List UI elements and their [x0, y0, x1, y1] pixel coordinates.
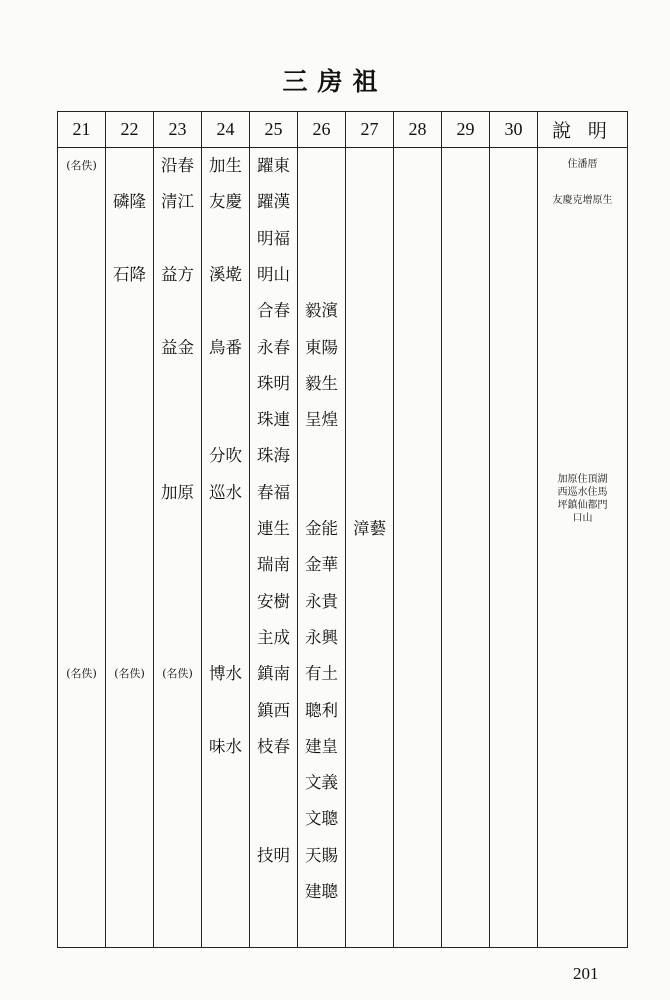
person-name: 鎮南 [257, 664, 290, 684]
person-name: 鎮西 [257, 700, 290, 720]
generation-header: 21 [58, 112, 106, 148]
person-name: 加原 [161, 482, 194, 502]
person-name: 安樹 [257, 591, 290, 611]
person-name: (名佚) [66, 667, 97, 681]
person-name: 磷隆 [113, 192, 146, 212]
generation-header: 24 [202, 112, 250, 148]
generation-header: 29 [442, 112, 490, 148]
person-name: 金能 [305, 519, 338, 538]
note-line: 口山 [572, 512, 593, 524]
generation-header: 23 [154, 112, 202, 148]
person-name: 溪墘 [209, 264, 242, 284]
person-name: 文義 [305, 773, 338, 793]
person-name: 躍東 [257, 156, 290, 175]
generation-column [58, 148, 106, 948]
generation-header: 25 [250, 112, 298, 148]
person-name: 天賜 [305, 845, 338, 865]
person-name: 主成 [257, 627, 290, 647]
generation-header: 30 [490, 112, 538, 148]
person-name: (名佚) [66, 159, 97, 172]
person-name: 漳藝 [353, 519, 386, 538]
genealogy-table [57, 111, 628, 948]
person-name: (名佚) [162, 667, 193, 681]
note-line: 友慶克增原生 [552, 195, 613, 207]
person-name: 永興 [305, 627, 338, 647]
person-name: 珠連 [257, 410, 290, 430]
generation-column [298, 148, 346, 948]
generation-column [250, 148, 298, 948]
generation-header: 27 [346, 112, 394, 148]
person-name: 毅濱 [305, 301, 338, 321]
page-title: 三房祖 [282, 67, 388, 96]
note-line: 西巡水住馬 [557, 486, 608, 498]
header-row [58, 112, 628, 148]
generation-header: 26 [298, 112, 346, 148]
person-name: 合春 [257, 301, 290, 321]
person-name: 巡水 [209, 482, 242, 502]
person-name: 有土 [305, 664, 338, 684]
notes-column [538, 148, 628, 948]
person-name: 清江 [161, 192, 194, 212]
person-name: 聰利 [305, 700, 338, 720]
person-name: 毅生 [305, 373, 338, 393]
generation-header: 28 [394, 112, 442, 148]
person-name: 連生 [257, 519, 290, 538]
generation-column [490, 148, 538, 948]
note-line: 住潘厝 [567, 159, 598, 170]
generation-header: 22 [106, 112, 154, 148]
generation-column [106, 148, 154, 948]
person-name: 瑞南 [257, 555, 290, 575]
person-name: 加生 [209, 156, 242, 175]
generation-column [202, 148, 250, 948]
notes-header: 說 明 [538, 112, 628, 148]
person-name: 技明 [257, 845, 290, 865]
person-name: 益金 [161, 337, 194, 357]
generation-column [154, 148, 202, 948]
person-name: 文聰 [305, 809, 338, 829]
note-line: 加原住頂湖 [557, 473, 608, 485]
person-name: 建皇 [305, 736, 338, 756]
page-number: 201 [573, 964, 599, 983]
note-line: 坪鎮仙都門 [557, 499, 608, 511]
person-name: 躍漢 [257, 192, 290, 212]
person-name: 枝春 [257, 736, 290, 756]
person-name: 永貴 [305, 591, 338, 611]
person-name: 味水 [209, 736, 242, 756]
person-name: 沿春 [161, 156, 194, 175]
person-name: 春福 [257, 482, 290, 502]
person-name: 益方 [161, 264, 194, 284]
person-name: 珠海 [257, 446, 290, 466]
person-name: 建聰 [305, 882, 338, 901]
person-name: 友慶 [209, 192, 242, 212]
person-name: 分吹 [209, 446, 242, 466]
person-name: 博水 [209, 664, 242, 684]
person-name: (名佚) [114, 667, 145, 681]
person-name: 明山 [257, 264, 290, 284]
generation-column [442, 148, 490, 948]
person-name: 東陽 [305, 337, 338, 357]
body-row [58, 148, 628, 948]
generation-column [346, 148, 394, 948]
person-name: 珠明 [257, 373, 290, 393]
person-name: 金華 [305, 555, 338, 575]
generation-column [394, 148, 442, 948]
person-name: 明福 [257, 228, 290, 248]
person-name: 鳥番 [209, 337, 242, 357]
person-name: 永春 [257, 337, 290, 357]
person-name: 石降 [113, 264, 146, 284]
person-name: 呈煌 [305, 410, 338, 430]
